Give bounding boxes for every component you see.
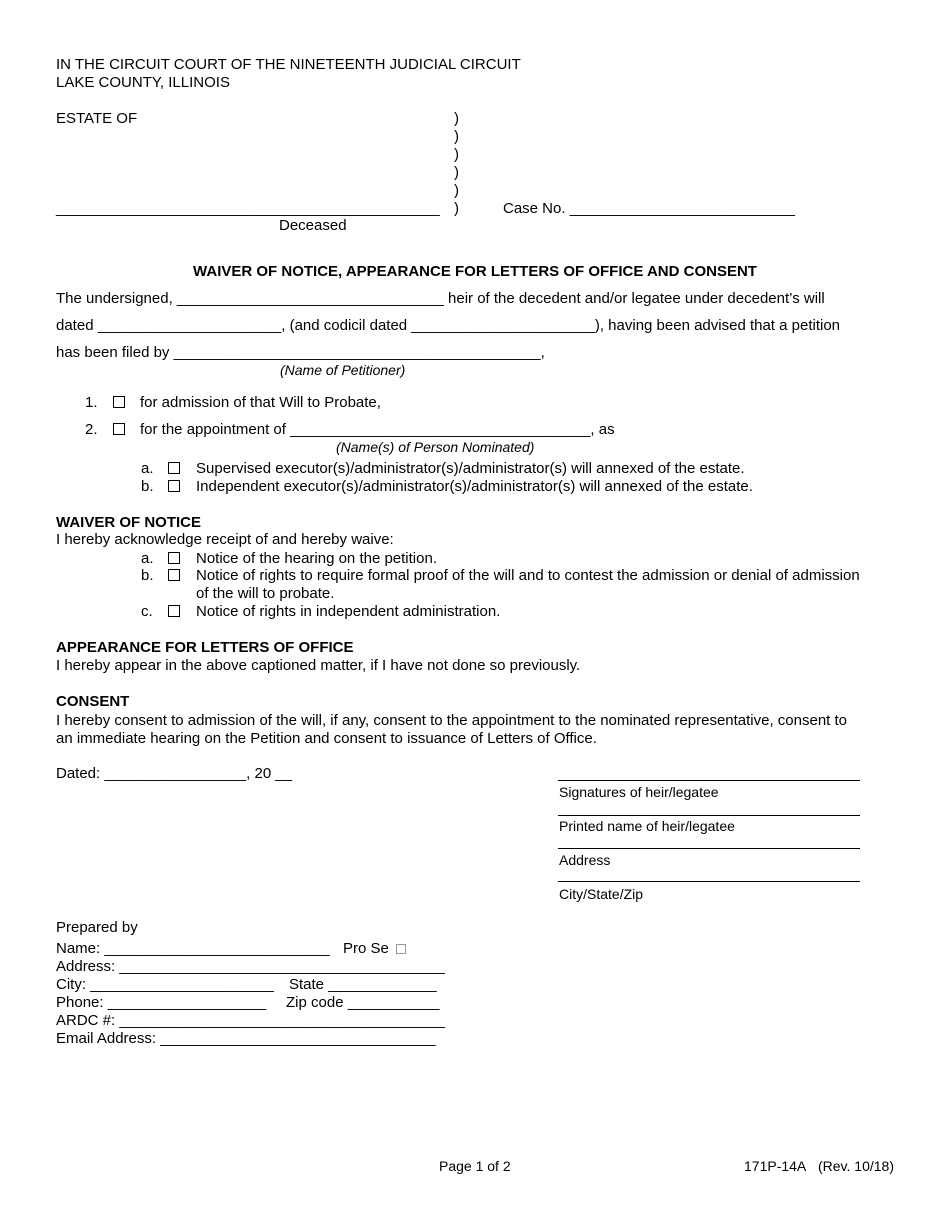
checkbox-icon xyxy=(168,480,180,492)
court-name: IN THE CIRCUIT COURT OF THE NINETEENTH JUDICIAL CIRCUIT xyxy=(56,56,521,73)
prepared-by-heading: Prepared by xyxy=(56,919,138,936)
petitioner-caption: (Name of Petitioner) xyxy=(280,362,406,378)
appointment-b-text: Independent executor(s)/administrator(s)/administrator(s) will annexed of the estate. xyxy=(196,478,753,495)
city-state-zip-label: City/State/Zip xyxy=(559,886,644,902)
consent-line-2: an immediate hearing on the Petition and consent to issuance of Letters of Office. xyxy=(56,730,597,747)
waiver-intro: I hereby acknowledge receipt of and hereby waive: xyxy=(56,531,394,548)
appointment-a-checkbox[interactable] xyxy=(168,460,180,478)
checkbox-icon xyxy=(113,396,125,408)
waiver-c-text: Notice of rights in independent administration. xyxy=(196,603,501,620)
waiver-a-letter: a. xyxy=(141,550,154,567)
signature-label: Signatures of heir/legatee xyxy=(559,784,719,800)
petition-item-1-text: for admission of that Will to Probate, xyxy=(140,394,381,411)
consent-line-1: I hereby consent to admission of the will, if any, consent to the appointment to the nominated representative, consent to xyxy=(56,712,848,729)
waiver-heading: WAIVER OF NOTICE xyxy=(56,514,202,531)
appointment-b-checkbox[interactable] xyxy=(168,478,180,496)
caption-paren: ) xyxy=(454,182,459,199)
checkbox-icon xyxy=(168,552,180,564)
printed-name-line[interactable] xyxy=(558,815,860,816)
waiver-a-checkbox[interactable] xyxy=(168,550,180,568)
waiver-b-checkbox[interactable] xyxy=(168,567,180,585)
checkbox-icon xyxy=(396,944,406,954)
form-revision: (Rev. 10/18) xyxy=(818,1158,894,1174)
pro-se-label: Pro Se xyxy=(343,940,389,957)
form-title: WAIVER OF NOTICE, APPEARANCE FOR LETTERS OF OFFICE AND CONSENT xyxy=(193,263,757,280)
appearance-text: I hereby appear in the above captioned matter, if I have not done so previously. xyxy=(56,657,581,674)
intro-line-3: has been filed by ____________________________________________, xyxy=(56,344,545,361)
pro-se-option[interactable] xyxy=(343,940,406,958)
consent-heading: CONSENT xyxy=(56,693,130,710)
waiver-c-checkbox[interactable] xyxy=(168,603,180,621)
waiver-b-letter: b. xyxy=(141,567,154,584)
intro-line-1: The undersigned, ________________________________ heir of the decedent and/or legatee under decedent’s will xyxy=(56,290,825,307)
waiver-c-letter: c. xyxy=(141,603,153,620)
checkbox-icon xyxy=(168,605,180,617)
preparer-ardc-field[interactable]: ARDC #: _______________________________________ xyxy=(56,1012,445,1029)
court-county: LAKE COUNTY, ILLINOIS xyxy=(56,74,230,91)
nominated-caption: (Name(s) of Person Nominated) xyxy=(336,439,535,455)
waiver-b-text-continued: of the will to probate. xyxy=(196,585,335,602)
printed-name-label: Printed name of heir/legatee xyxy=(559,818,735,834)
address-line[interactable] xyxy=(558,848,860,849)
petition-item-1-number: 1. xyxy=(85,394,98,411)
dated-field[interactable]: Dated: _________________, 20 __ xyxy=(56,765,293,782)
form-number: 171P-14A xyxy=(744,1158,807,1174)
preparer-state-field[interactable]: State _____________ xyxy=(289,976,437,993)
preparer-zip-field[interactable]: Zip code ___________ xyxy=(286,994,440,1011)
appointment-b-letter: b. xyxy=(141,478,154,495)
petition-item-2-number: 2. xyxy=(85,421,98,438)
caption-paren: ) xyxy=(454,110,459,127)
intro-line-2: dated ______________________, (and codicil dated ______________________), having been advised that a petition xyxy=(56,317,841,334)
petition-item-2-checkbox[interactable] xyxy=(113,421,125,439)
caption-paren: ) xyxy=(454,146,459,163)
caption-paren: ) xyxy=(454,200,459,217)
deceased-label: Deceased xyxy=(279,217,347,234)
decedent-name-line[interactable]: ______________________________________________ xyxy=(56,200,440,217)
page-number: Page 1 of 2 xyxy=(439,1158,511,1174)
preparer-city-field[interactable]: City: ______________________ xyxy=(56,976,274,993)
appointment-a-letter: a. xyxy=(141,460,154,477)
checkbox-icon xyxy=(168,569,180,581)
petition-item-2-text: for the appointment of ____________________________________, as xyxy=(140,421,615,438)
petition-item-1-checkbox[interactable] xyxy=(113,394,125,412)
preparer-email-field[interactable]: Email Address: _________________________________ xyxy=(56,1030,436,1047)
estate-of-label: ESTATE OF xyxy=(56,110,138,127)
case-number-field[interactable]: Case No. ___________________________ xyxy=(503,200,795,217)
appearance-heading: APPEARANCE FOR LETTERS OF OFFICE xyxy=(56,639,354,656)
waiver-b-text: Notice of rights to require formal proof of the will and to contest the admission or denial of admission xyxy=(196,567,860,584)
checkbox-icon xyxy=(168,462,180,474)
preparer-name-field[interactable]: Name: ___________________________ xyxy=(56,940,330,957)
caption-paren: ) xyxy=(454,164,459,181)
appointment-a-text: Supervised executor(s)/administrator(s)/administrator(s) will annexed of the estate. xyxy=(196,460,745,477)
preparer-phone-field[interactable]: Phone: ___________________ xyxy=(56,994,267,1011)
preparer-address-field[interactable]: Address: _______________________________________ xyxy=(56,958,445,975)
checkbox-icon xyxy=(113,423,125,435)
signature-line[interactable] xyxy=(558,780,860,781)
caption-paren: ) xyxy=(454,128,459,145)
city-state-zip-line[interactable] xyxy=(558,881,860,882)
waiver-a-text: Notice of the hearing on the petition. xyxy=(196,550,437,567)
address-label: Address xyxy=(559,852,611,868)
